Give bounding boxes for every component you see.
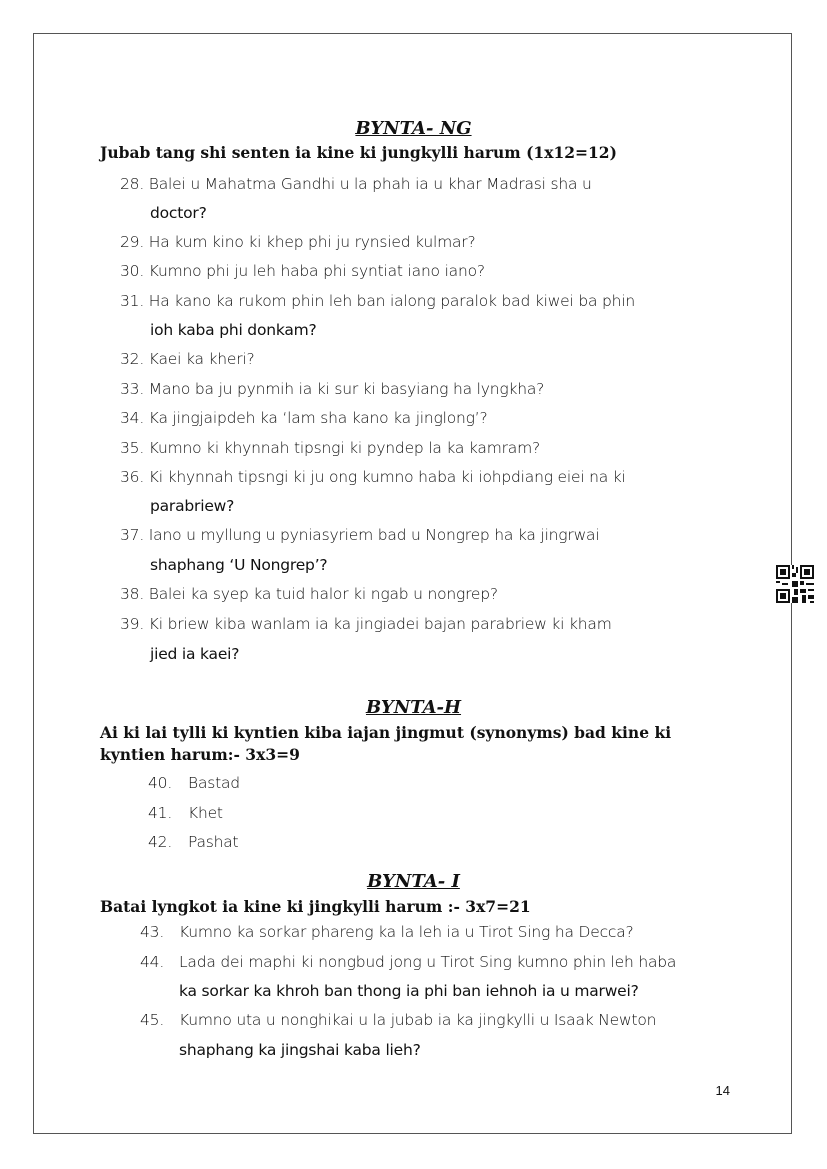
question-44: 44. Lada dei maphi ki nongbud jong u Tirot Sing kumno phin leh haba (140, 953, 677, 971)
question-40: 40. Bastad (148, 774, 240, 792)
section-instruction-i: Batai lyngkot ia kine ki jingkylli harum :- 3x7=21 (100, 897, 531, 916)
section-title-h: BYNTA-H (365, 697, 462, 718)
question-29: 29. Ha kum kino ki khep phi ju rynsied kulmar? (120, 233, 476, 251)
question-36-cont: parabriew? (150, 497, 235, 515)
question-45: 45. Kumno uta u nonghikai u la jubab ia ka jingkylli u Isaak Newton (140, 1011, 657, 1029)
question-30: 30. Kumno phi ju leh haba phi syntiat iano iano? (120, 262, 485, 280)
section-instruction-ng: Jubab tang shi senten ia kine ki jungkylli harum (1x12=12) (100, 143, 617, 162)
question-28-cont: doctor? (150, 204, 207, 222)
question-39: 39. Ki briew kiba wanlam ia ka jingiadei bajan parabriew ki kham (120, 615, 612, 633)
question-33: 33. Mano ba ju pynmih ia ki sur ki basyiang ha lyngkha? (120, 380, 545, 398)
question-41: 41. Khet (148, 804, 223, 822)
question-34: 34. Ka jingjaipdeh ka ‘lam sha kano ka jinglong’? (120, 409, 488, 427)
question-44-cont: ka sorkar ka khroh ban thong ia phi ban iehnoh ia u marwei? (179, 982, 639, 1000)
section-instruction-h: Ai ki lai tylli ki kyntien kiba iajan jingmut (synonyms) bad kine ki kyntien harum:- 3x3=9 (100, 723, 672, 764)
question-31-cont: ioh kaba phi donkam? (150, 321, 317, 339)
question-42: 42. Pashat (148, 833, 239, 851)
section-title-i: BYNTA- I (367, 871, 460, 892)
question-45-cont: shaphang ka jingshai kaba lieh? (179, 1041, 421, 1059)
question-39-cont: jied ia kaei? (150, 645, 240, 663)
page-number: 14 (715, 1083, 730, 1098)
question-37: 37. Iano u myllung u pyniasyriem bad u Nongrep ha ka jingrwai (120, 526, 600, 544)
question-28: 28. Balei u Mahatma Gandhi u la phah ia u khar Madrasi sha u (120, 175, 592, 193)
section-title-ng: BYNTA- NG (355, 118, 472, 139)
question-38: 38. Balei ka syep ka tuid halor ki ngab u nongrep? (120, 585, 498, 603)
question-35: 35. Kumno ki khynnah tipsngi ki pyndep la ka kamram? (120, 439, 541, 457)
question-36: 36. Ki khynnah tipsngi ki ju ong kumno haba ki iohpdiang eiei na ki (120, 468, 626, 486)
question-37-cont: shaphang ‘U Nongrep’? (150, 556, 328, 574)
question-32: 32. Kaei ka kheri? (120, 350, 255, 368)
qr-code-icon (776, 565, 814, 603)
question-31: 31. Ha kano ka rukom phin leh ban ialong paralok bad kiwei ba phin (120, 292, 636, 310)
question-43: 43. Kumno ka sorkar phareng ka la leh ia u Tirot Sing ha Decca? (140, 923, 634, 941)
